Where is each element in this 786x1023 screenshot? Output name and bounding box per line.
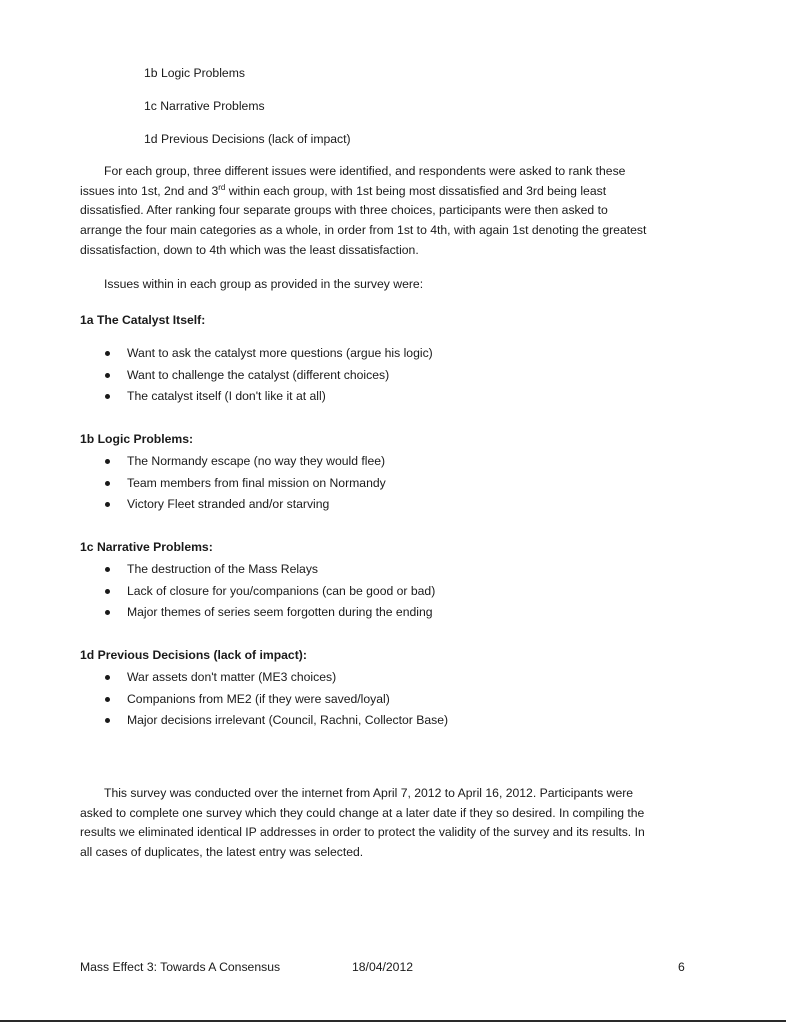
paragraph-line: dissatisfied. After ranking four separate groups with three choices, participants were then asked to: [80, 203, 608, 218]
footer-date: 18/04/2012: [352, 960, 413, 974]
bullet-icon: [105, 697, 110, 702]
page-divider: [0, 1020, 786, 1022]
list-item: Victory Fleet stranded and/or starving: [100, 494, 386, 516]
list-item: Major themes of series seem forgotten during the ending: [100, 602, 435, 624]
paragraph-line: This survey was conducted over the internet from April 7, 2012 to April 16, 2012. Participants were: [104, 786, 634, 800]
group-heading: 1d Previous Decisions (lack of impact):: [80, 648, 307, 662]
ranking-paragraph: [80, 162, 700, 261]
paragraph-line: issues into 1st, 2nd and 3rd within each group, with 1st being most dissatisfied and 3rd being least: [80, 182, 607, 198]
list-item: War assets don't matter (ME3 choices): [100, 667, 448, 689]
category-item: 1c Narrative Problems: [144, 99, 265, 113]
list-item: The destruction of the Mass Relays: [100, 559, 435, 581]
list-item: Team members from final mission on Normandy: [100, 473, 386, 495]
bullet-icon: [105, 502, 110, 507]
bullet-icon: [105, 610, 110, 615]
bullet-icon: [105, 589, 110, 594]
footer-title: Mass Effect 3: Towards A Consensus: [80, 960, 281, 974]
paragraph-line: results we eliminated identical IP addresses in order to protect the validity of the survey and its results. In: [80, 825, 645, 840]
bullet-icon: [105, 481, 110, 486]
paragraph-line: Issues within in each group as provided in the survey were:: [104, 277, 424, 291]
list-item: Lack of closure for you/companions (can be good or bad): [100, 581, 435, 603]
group-bullet-list: [100, 343, 433, 408]
group-bullet-list: [100, 559, 435, 624]
paragraph-line: dissatisfaction, down to 4th which was the least dissatisfaction.: [80, 242, 419, 257]
category-list: [144, 64, 351, 163]
list-item: The catalyst itself (I don't like it at all): [100, 386, 433, 408]
bullet-icon: [105, 718, 110, 723]
list-item: The Normandy escape (no way they would flee): [100, 451, 386, 473]
group-heading: 1b Logic Problems:: [80, 432, 194, 446]
category-item: 1b Logic Problems: [144, 66, 245, 80]
list-item: Want to challenge the catalyst (different choices): [100, 365, 433, 387]
page-number: 6: [678, 960, 685, 974]
group-bullet-list: [100, 667, 448, 732]
methodology-paragraph: [80, 784, 700, 863]
bullet-icon: [105, 459, 110, 464]
list-item: Companions from ME2 (if they were saved/loyal): [100, 689, 448, 711]
group-bullet-list: [100, 451, 386, 516]
paragraph-line: asked to complete one survey which they could change at a later date if they so desired. In compiling the: [80, 805, 645, 820]
bullet-icon: [105, 567, 110, 572]
group-heading: 1a The Catalyst Itself:: [80, 313, 206, 327]
paragraph-line: all cases of duplicates, the latest entry was selected.: [80, 845, 364, 860]
bullet-icon: [105, 351, 110, 356]
bullet-icon: [105, 394, 110, 399]
bullet-icon: [105, 675, 110, 680]
paragraph-line: arrange the four main categories as a whole, in order from 1st to 4th, with again 1st denoting the greatest: [80, 223, 647, 238]
category-item: 1d Previous Decisions (lack of impact): [144, 132, 351, 146]
list-item: Want to ask the catalyst more questions (argue his logic): [100, 343, 433, 365]
paragraph-line: For each group, three different issues were identified, and respondents were asked to rank these: [104, 164, 626, 178]
list-item: Major decisions irrelevant (Council, Rachni, Collector Base): [100, 710, 448, 732]
issues-intro-paragraph: [80, 275, 700, 295]
bullet-icon: [105, 373, 110, 378]
group-heading: 1c Narrative Problems:: [80, 540, 213, 554]
